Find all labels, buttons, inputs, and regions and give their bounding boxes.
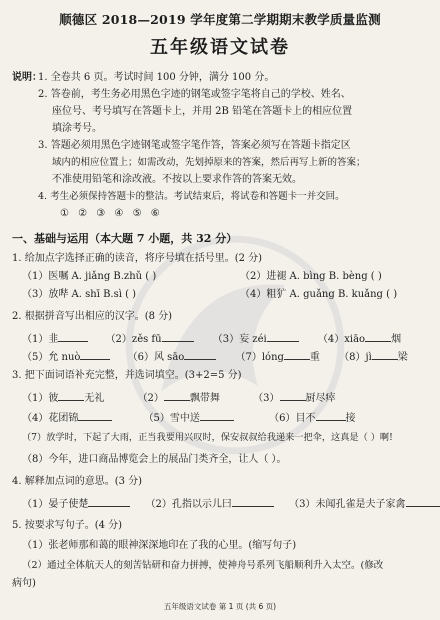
note-2-line-3: 填涂考号。 xyxy=(52,123,102,134)
exam-title: 顺德区 2018—2019 学年度第二学期期末教学质量监测 xyxy=(59,12,381,27)
note-4: 4. 考生必须保持答题卡的整洁。考试结束后，将试卷和答题卡一并交回。 xyxy=(38,191,345,202)
q1-row1-right: （2）进褪 A. bìng B. bèng ( ) xyxy=(240,271,382,282)
q2-row1: （1）韭 （2）zěs fū （3）妄 zéi （4）xiāo 烟 xyxy=(22,331,430,346)
q3-row2: （4）花团锦 （5）雪中送 （6）目不 接 xyxy=(22,410,430,425)
q1-stem: 1. 给加点字选择正确的读音，将序号填在括号里。(2 分) xyxy=(12,253,263,264)
page-footer: 五年级语文试卷 第 1 页 (共 6 页) xyxy=(163,602,277,611)
q2-stem: 2. 根据拼音写出相应的汉字。(8 分) xyxy=(12,311,173,322)
paper-title: 五年级语文试卷 xyxy=(150,37,290,58)
q3-stem: 3. 把下面词语补充完整，并选词填空。(3+2=5 分) xyxy=(12,370,242,381)
q4-stem: 4. 解释加点词的意思。(3 分) xyxy=(12,476,143,487)
note-3-line-1: 3. 答题必须用黑色字迹钢笔或签字笔作答，答案必须写在答题卡指定区 xyxy=(38,140,351,151)
q5-stem: 5. 按要求写句子。(4 分) xyxy=(12,520,123,531)
q1-row1-left: （1）医嘱 A. jiǎng B.zhǔ ( ) xyxy=(22,271,157,282)
q1-row2-right: （4）粗犷 A. guǎng B. kuǎng ( ) xyxy=(240,289,398,300)
section-1-heading: 一、基础与运用（本大题 7 小题，共 32 分） xyxy=(12,232,238,245)
note-3-line-3: 不准使用铅笔和涂改液。不按以上要求作答的答案无效。 xyxy=(52,174,302,185)
q4-items: （1）晏子使楚 （2）孔指以示儿曰 （3）未闻孔雀是夫子家禽 xyxy=(22,496,430,511)
q3-sentence-7: （7）放学时，下起了大雨，正当我要用兴叹时，保安叔叔给我递来一把伞，这真是（ ）啊! xyxy=(22,432,393,443)
note-2-line-2: 座位号、考号填写在答题卡上，并用 2B 铅笔在答题卡上的相应位置 xyxy=(52,106,353,117)
note-2-line-1: 2. 答卷前，考生务必用黑色字迹的钢笔或签字笔将自己的学校、姓名、 xyxy=(38,89,351,100)
q3-row1: （1）彼 无礼 （2） 飘带舞 （3） 厨尽瘁 xyxy=(22,390,430,405)
q5-sentence-2-line-2: 病句) xyxy=(12,578,36,589)
q3-sentence-8: （8）今年，进口商品博览会上的展品门类齐全，让人（ ）。 xyxy=(22,454,287,465)
note-3-line-2: 域内的相应位置上；如需改动，先划掉原来的答案，然后再写上新的答案； xyxy=(52,157,366,168)
q2-row2: （5）允 nuò （6）风 sāo （7）lóng 重 （8）jì 梁 xyxy=(22,349,430,364)
q1-row2-left: （3）放哔 A. shī B.sì ( ) xyxy=(22,289,137,300)
q5-sentence-1: （1）张老师那和蔼的眼神深深地印在了我的心里。(缩写句子) xyxy=(22,540,297,551)
notes-label: 说明： xyxy=(12,72,42,83)
note-circles: ① ② ③ ④ ⑤ ⑥ xyxy=(60,208,163,219)
q5-sentence-2-line-1: （2）通过全体航天人的刻苦钻研和奋力拼搏，使神舟号系列飞船顺利升入太空。(修改 xyxy=(22,560,384,571)
note-1: 1. 全卷共 6 页。考试时间 100 分钟，满分 100 分。 xyxy=(38,72,275,83)
